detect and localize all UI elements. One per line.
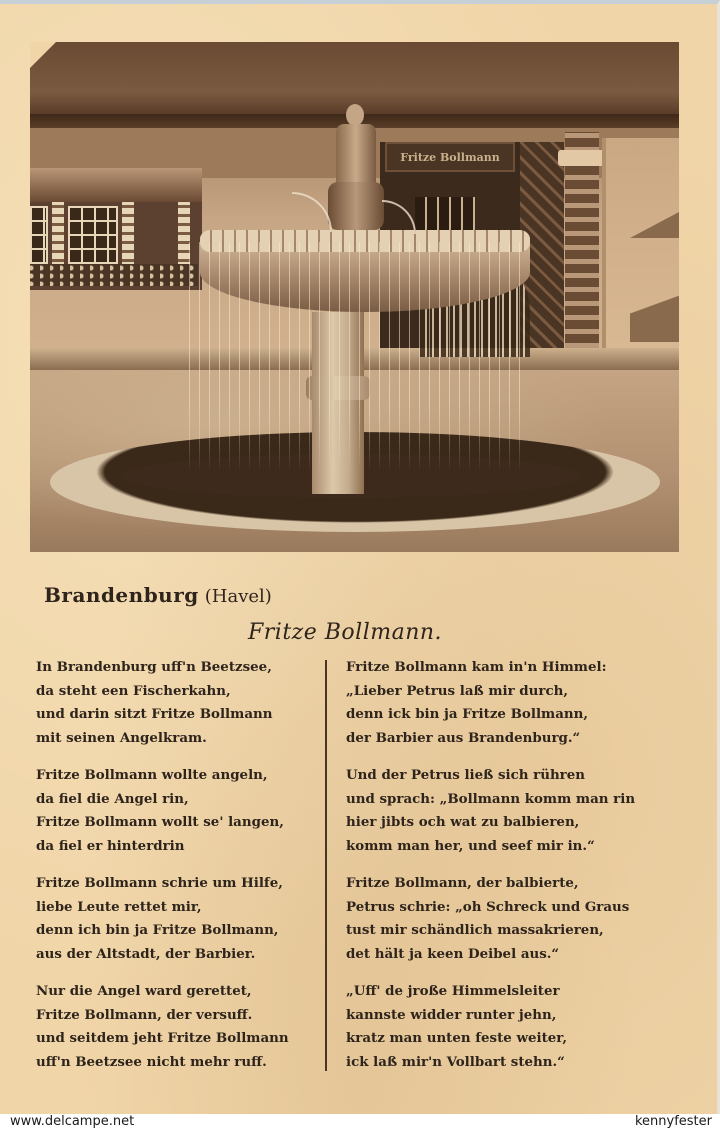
verse-line: mit seinen Angelkram. xyxy=(36,729,207,746)
verse-line: da fiel er hinterdrin xyxy=(36,837,185,854)
stanza xyxy=(36,980,321,1074)
fountain-photo xyxy=(30,42,679,552)
verse-line: da fiel die Angel rin, xyxy=(36,790,189,807)
verse-line: und seitdem jeht Fritze Bollmann xyxy=(36,1030,289,1046)
city-name: Brandenburg xyxy=(44,583,199,607)
verse-line: Fritze Bollmann, der balbierte, xyxy=(346,875,579,891)
stanza xyxy=(36,872,321,966)
poem-title: Fritze Bollmann. xyxy=(248,620,443,645)
verse-line: denn ick bin ja Fritze Bollmann, xyxy=(346,706,589,722)
watermark-footer xyxy=(0,1114,720,1132)
verse-line: Nur die Angel ward gerettet, xyxy=(36,983,252,999)
source-watermark: www.delcampe.net xyxy=(10,1114,135,1129)
verse-line: und sprach: „Bollmann komm man rin xyxy=(346,790,636,807)
stanza xyxy=(346,980,686,1074)
verse-line: Und der Petrus ließ sich rühren xyxy=(346,767,585,783)
verse-line: ick laß mir'n Vollbart stehn.“ xyxy=(346,1053,565,1070)
verse-line: Fritze Bollmann wollte angeln, xyxy=(36,767,268,783)
river-name: (Havel) xyxy=(204,586,272,607)
heading xyxy=(44,583,272,607)
verse-line: der Barbier aus Brandenburg.“ xyxy=(346,729,581,746)
verse-line: hier jibts och wat zu balbieren, xyxy=(346,814,580,830)
verse-line: kratz man unten feste weiter, xyxy=(346,1030,568,1046)
verse-line: „Lieber Petrus laß mir durch, xyxy=(346,682,569,699)
verse-line: uff'n Beetzsee nicht mehr ruff. xyxy=(36,1053,267,1070)
verse-line: denn ich bin ja Fritze Bollmann, xyxy=(36,922,279,938)
poem-right-column xyxy=(346,656,686,1088)
verse-line: „Uff' de jroße Himmelsleiter xyxy=(346,983,560,999)
stanza xyxy=(346,764,686,858)
verse-line: Fritze Bollmann wollt se' langen, xyxy=(36,814,284,830)
stanza xyxy=(36,656,321,750)
flower-box xyxy=(30,264,198,286)
verse-line: da steht een Fischerkahn, xyxy=(36,682,231,699)
verse-line: In Brandenburg uff'n Beetzsee, xyxy=(36,659,272,675)
verse-line: Fritze Bollmann kam in'n Himmel: xyxy=(346,659,607,675)
window xyxy=(68,206,118,264)
verse-line: Fritze Bollmann schrie um Hilfe, xyxy=(36,875,283,891)
verse-line: komm man her, und seef mir in.“ xyxy=(346,837,595,854)
verse-line: und darin sitzt Fritze Bollmann xyxy=(36,706,273,722)
bollmann-statue xyxy=(328,104,382,230)
stanza xyxy=(346,656,686,750)
water-streams xyxy=(180,242,520,472)
stanza xyxy=(36,764,321,858)
stanza xyxy=(346,872,686,966)
building-sign: Fritze Bollmann xyxy=(385,142,515,172)
verse-line: tust mir schändlich massakrieren, xyxy=(346,922,604,938)
verse-line: det hält ja keen Deibel aus.“ xyxy=(346,945,560,962)
verse-line: kannste widder runter jehn, xyxy=(346,1006,557,1023)
verse-line: aus der Altstadt, der Barbier. xyxy=(36,945,256,962)
seller-watermark: kennyfester xyxy=(634,1114,712,1129)
verse-line: liebe Leute rettet mir, xyxy=(36,898,202,915)
verse-line: Petrus schrie: „oh Schreck und Graus xyxy=(346,898,630,915)
column-divider xyxy=(325,660,327,1071)
verse-line: Fritze Bollmann, der versuff. xyxy=(36,1006,253,1023)
poem-left-column xyxy=(36,656,321,1088)
